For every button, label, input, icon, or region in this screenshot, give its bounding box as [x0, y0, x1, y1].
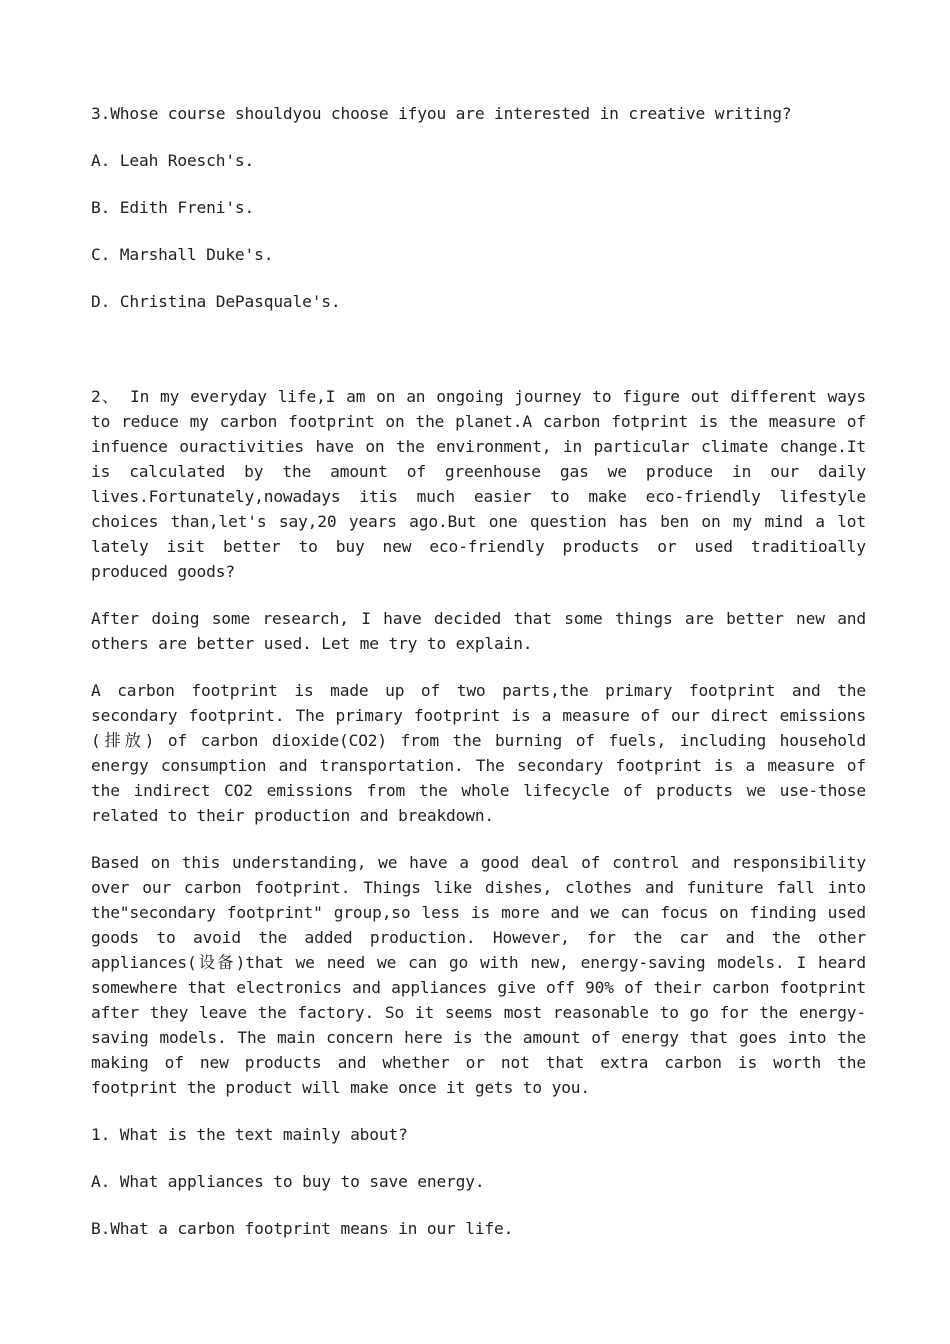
question-3-option-a: A. Leah Roesch's. [91, 151, 255, 170]
passage-paragraph-2: After doing some research, I have decided that some things are better new and others are better used. Let me try to explain. [91, 609, 876, 653]
question-3-option-d: D. Christina DePasquale's. [91, 292, 341, 311]
question-3-stem: 3.Whose course shouldyou choose ifyou are interested in creative writing? [91, 104, 792, 123]
section-spacer [91, 336, 866, 384]
passage-paragraph-3: A carbon footprint is made up of two parts,the primary footprint and the secondary footprint. The primary footprint is a measure of our direct emissions (排放) of carbon dioxide(CO2) from the burning of fuels, including household energy consumption and transportation. The secondary footprint is a measure of the indirect CO2 emissions from the whole lifecycle of products we use-those related to their production and breakdown. [91, 681, 876, 825]
question-1-option-b: B.What a carbon footprint means in our life. [91, 1219, 514, 1238]
passage-paragraph-4: Based on this understanding, we have a good deal of control and responsibility over our carbon footprint. Things like dishes, clothes and funiture fall into the"secondary footprint" group,so less is more and we can focus on finding used goods to avoid the added production. However, for the car and the other appliances(设备)that we need we can go with new, energy-saving models. I heard somewhere that electronics and appliances give off 90% of their carbon footprint after they leave the factory. So it seems most reasonable to go for the energy-saving models. The main concern here is the amount of energy that goes into the making of new products and whether or not that extra carbon is worth the footprint the product will make once it gets to you. [91, 853, 876, 1097]
document-page [91, 101, 876, 1263]
passage-paragraph-1: 2、 In my everyday life,I am on an ongoing journey to figure out different ways to reduce my carbon footprint on the planet.A carbon fotprint is the measure of infuence ouractivities have on the environment, in particular climate change.It is calculated by the amount of greenhouse gas we produce in our daily lives.Fortunately,nowadays itis much easier to make eco-friendly lifestyle choices than,let's say,20 years ago.But one question has ben on my mind a lot lately isit better to buy new eco-friendly products or used traditioally produced goods? [91, 387, 876, 581]
question-1-option-a: A. What appliances to buy to save energy. [91, 1172, 485, 1191]
question-1-stem: 1. What is the text mainly about? [91, 1125, 408, 1144]
question-3-option-b: B. Edith Freni's. [91, 198, 255, 217]
question-3-option-c: C. Marshall Duke's. [91, 245, 274, 264]
